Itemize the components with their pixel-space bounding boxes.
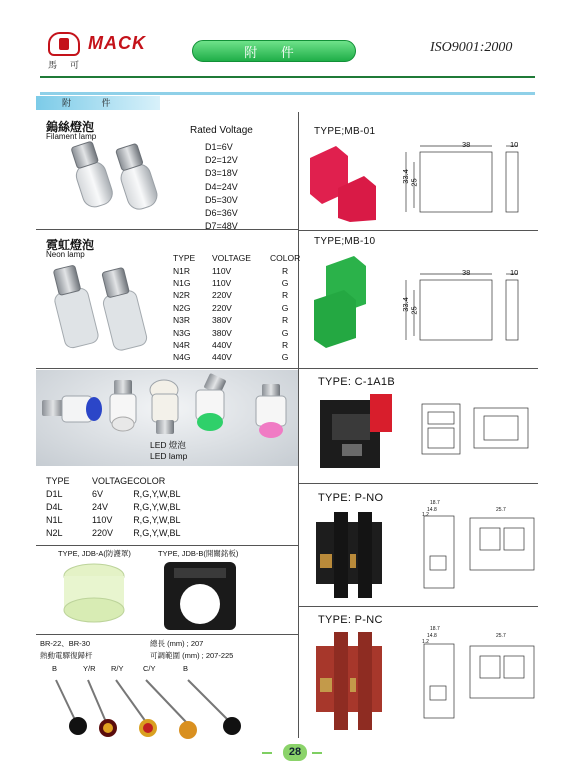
dim-25: 25 (409, 306, 419, 315)
table-row (168, 351, 300, 363)
table-row (46, 500, 223, 513)
logo-mark-icon (48, 32, 80, 56)
rod-color-label: B (52, 664, 58, 673)
neon-lamp-photo (46, 262, 161, 357)
table-cell: 220V (92, 527, 114, 538)
header-rule (40, 76, 535, 78)
led-spec-table (46, 474, 223, 539)
filament-lamp-photo (60, 140, 180, 220)
dim-38: 38 (462, 268, 471, 277)
table-cell: 110V (212, 265, 232, 276)
rated-voltage-list (205, 141, 238, 233)
page-deco-left (262, 752, 272, 754)
led-lamp-green (196, 373, 227, 431)
rod-color-label: B (183, 664, 189, 673)
table-cell: R,G,Y,W,BL (133, 501, 181, 512)
table-cell: N1R (173, 265, 191, 276)
table-cell: 24V (92, 501, 109, 512)
table-cell: 440V (212, 352, 232, 363)
led-lamp-white (110, 380, 136, 431)
table-row (168, 302, 300, 314)
neon-subtitle: Neon lamp (46, 250, 85, 259)
type-pno: TYPE: P-NO (318, 492, 384, 504)
neon-title: 霓虹燈泡 (46, 238, 95, 252)
rod-label-1: BR-22、BR-30 (40, 639, 91, 648)
table-cell: N1L (46, 514, 63, 525)
table-row (46, 487, 223, 500)
led-lamp-yellow (150, 380, 178, 434)
rated-voltage-item: D7=48V (205, 221, 238, 232)
divider-right-3 (298, 483, 538, 484)
table-row (168, 339, 300, 351)
table-cell: N2R (173, 290, 191, 301)
rod-color-label: R/Y (111, 664, 124, 673)
table-row (168, 264, 300, 276)
dim-25-7: 25.7 (496, 507, 506, 513)
table-cell: N2L (46, 527, 63, 538)
filament-subtitle: Filament lamp (46, 132, 97, 141)
rod-spec-1: 總長 (mm) ; 207 (150, 639, 204, 648)
sub-rule (40, 92, 535, 95)
table-cell: R (282, 290, 289, 301)
table-cell: 110V (212, 277, 232, 288)
table-cell: G (281, 302, 289, 313)
dim-33-4: 33.4 (400, 297, 410, 312)
table-cell: R (282, 339, 289, 350)
type-mb10: TYPE;MB-10 (314, 236, 376, 247)
type-pnc: TYPE: P-NC (318, 614, 383, 626)
divider-left-2 (36, 368, 298, 369)
table-cell: R,G,Y,W,BL (133, 488, 181, 499)
rated-voltage-item: D3=18V (205, 168, 238, 179)
table-header-row (168, 252, 300, 264)
dim-25: 25 (409, 178, 419, 187)
table-cell: R,G,Y,W,BL (133, 527, 181, 538)
table-row (168, 314, 300, 326)
table-cell: N1G (173, 277, 191, 288)
table-cell: 440V (212, 339, 232, 350)
cover-label: TYPE, JDB-A(防護罩) (58, 549, 131, 558)
table-cell: G (281, 327, 289, 338)
divider-left-4 (36, 634, 298, 635)
rod-color-label: C/Y (143, 664, 156, 673)
table-header-cell: VOLTAGE (212, 253, 251, 264)
table-cell: R,G,Y,W,BL (133, 514, 181, 525)
led-caption (150, 440, 187, 462)
filament-title: 鎢絲燈泡 (46, 120, 95, 134)
dim-25-7: 25.7 (496, 633, 506, 639)
dim-14-8: 14.8 (427, 633, 437, 639)
table-cell: 380V (212, 327, 232, 338)
table-cell: G (281, 277, 289, 288)
rod-spec-2: 可調範圍 (mm) ; 207-225 (150, 651, 234, 660)
table-header-row (46, 474, 223, 487)
rod-label-2: 熱動電驛復歸杆 (40, 651, 93, 660)
brand-name: MACK (88, 33, 146, 53)
brand-cn-2: 可 (70, 60, 80, 70)
mb01-photo (306, 140, 390, 224)
certification: ISO9001:2000 (430, 40, 513, 55)
divider-left-3 (36, 545, 298, 546)
table-cell: N3R (173, 315, 191, 326)
dim-10: 10 (510, 268, 519, 277)
divider-right-2 (298, 368, 538, 369)
table-header-cell: TYPE (46, 475, 70, 486)
type-c1a1b: TYPE: C-1A1B (318, 376, 395, 388)
protective-cover-photo (54, 560, 134, 630)
table-row (46, 513, 223, 526)
rated-voltage-item: D4=24V (205, 181, 238, 192)
table-header-cell: COLOR (270, 253, 301, 264)
divider-left-1 (36, 229, 298, 230)
page-number: 28 (283, 744, 307, 761)
dim-14-8: 14.8 (427, 507, 437, 513)
reset-rods-photo (40, 674, 260, 742)
table-cell: N4G (173, 352, 191, 363)
rated-voltage-heading: Rated Voltage (190, 125, 253, 136)
table-cell: R (282, 265, 289, 276)
table-cell: G (281, 352, 289, 363)
dim-10: 10 (510, 140, 519, 149)
rated-voltage-item: D1=6V (205, 142, 233, 152)
table-cell: 220V (212, 290, 232, 301)
c1a1b-photo (312, 392, 408, 476)
table-header-cell: TYPE (173, 253, 196, 264)
rated-voltage-item: D2=12V (205, 155, 238, 166)
mb10-photo (306, 252, 390, 352)
table-cell: N4R (173, 339, 191, 350)
dim-33-4: 33.4 (400, 169, 410, 184)
rod-color-label: Y/R (83, 664, 96, 673)
table-header-cell: COLOR (133, 475, 166, 486)
table-header-cell: VOLTAGE (92, 475, 134, 486)
divider-right-1 (298, 230, 538, 231)
c1a1b-drawing (414, 392, 538, 468)
neon-spec-table (168, 252, 300, 364)
column-divider (298, 112, 299, 738)
led-lamp-blue (42, 396, 102, 422)
page-deco-right (312, 752, 322, 754)
page-title: 附 件 (192, 40, 356, 62)
led-lamp-pink (256, 384, 286, 438)
plate-label: TYPE, JDB-B(開關銘板) (158, 549, 239, 558)
dim-18-7: 18.7 (430, 500, 440, 506)
brand-cn-1: 馬 (48, 60, 58, 70)
table-row (168, 326, 300, 338)
table-cell: 220V (212, 302, 232, 313)
pnc-photo (312, 628, 388, 734)
type-mb01: TYPE;MB-01 (314, 126, 376, 137)
section-label: 附 件 (36, 96, 160, 110)
name-plate-photo (160, 560, 240, 632)
pno-photo (312, 508, 388, 602)
rated-voltage-item: D5=30V (205, 194, 238, 205)
dim-38: 38 (462, 140, 471, 149)
table-cell: D1L (46, 488, 63, 499)
table-cell: 6V (92, 488, 104, 499)
table-row (46, 526, 223, 539)
table-cell: D4L (46, 501, 63, 512)
table-row (168, 289, 300, 301)
divider-right-4 (298, 606, 538, 607)
led-caption-en: LED lamp (150, 451, 188, 461)
brand-logo (40, 30, 170, 72)
dim-1-2: 1.2 (422, 639, 429, 645)
pnc-drawing (410, 626, 538, 726)
table-cell: N3G (173, 327, 191, 338)
dim-18-7: 18.7 (430, 626, 440, 632)
led-caption-cn: LED 燈泡 (150, 440, 186, 450)
dim-1-2: 1.2 (422, 512, 429, 518)
rated-voltage-item: D6=36V (205, 208, 238, 219)
table-cell: N2G (173, 302, 191, 313)
table-cell: 110V (92, 514, 113, 525)
table-cell: 380V (212, 315, 232, 326)
table-cell: R (282, 315, 289, 326)
pno-drawing (410, 502, 538, 598)
table-row (168, 277, 300, 289)
